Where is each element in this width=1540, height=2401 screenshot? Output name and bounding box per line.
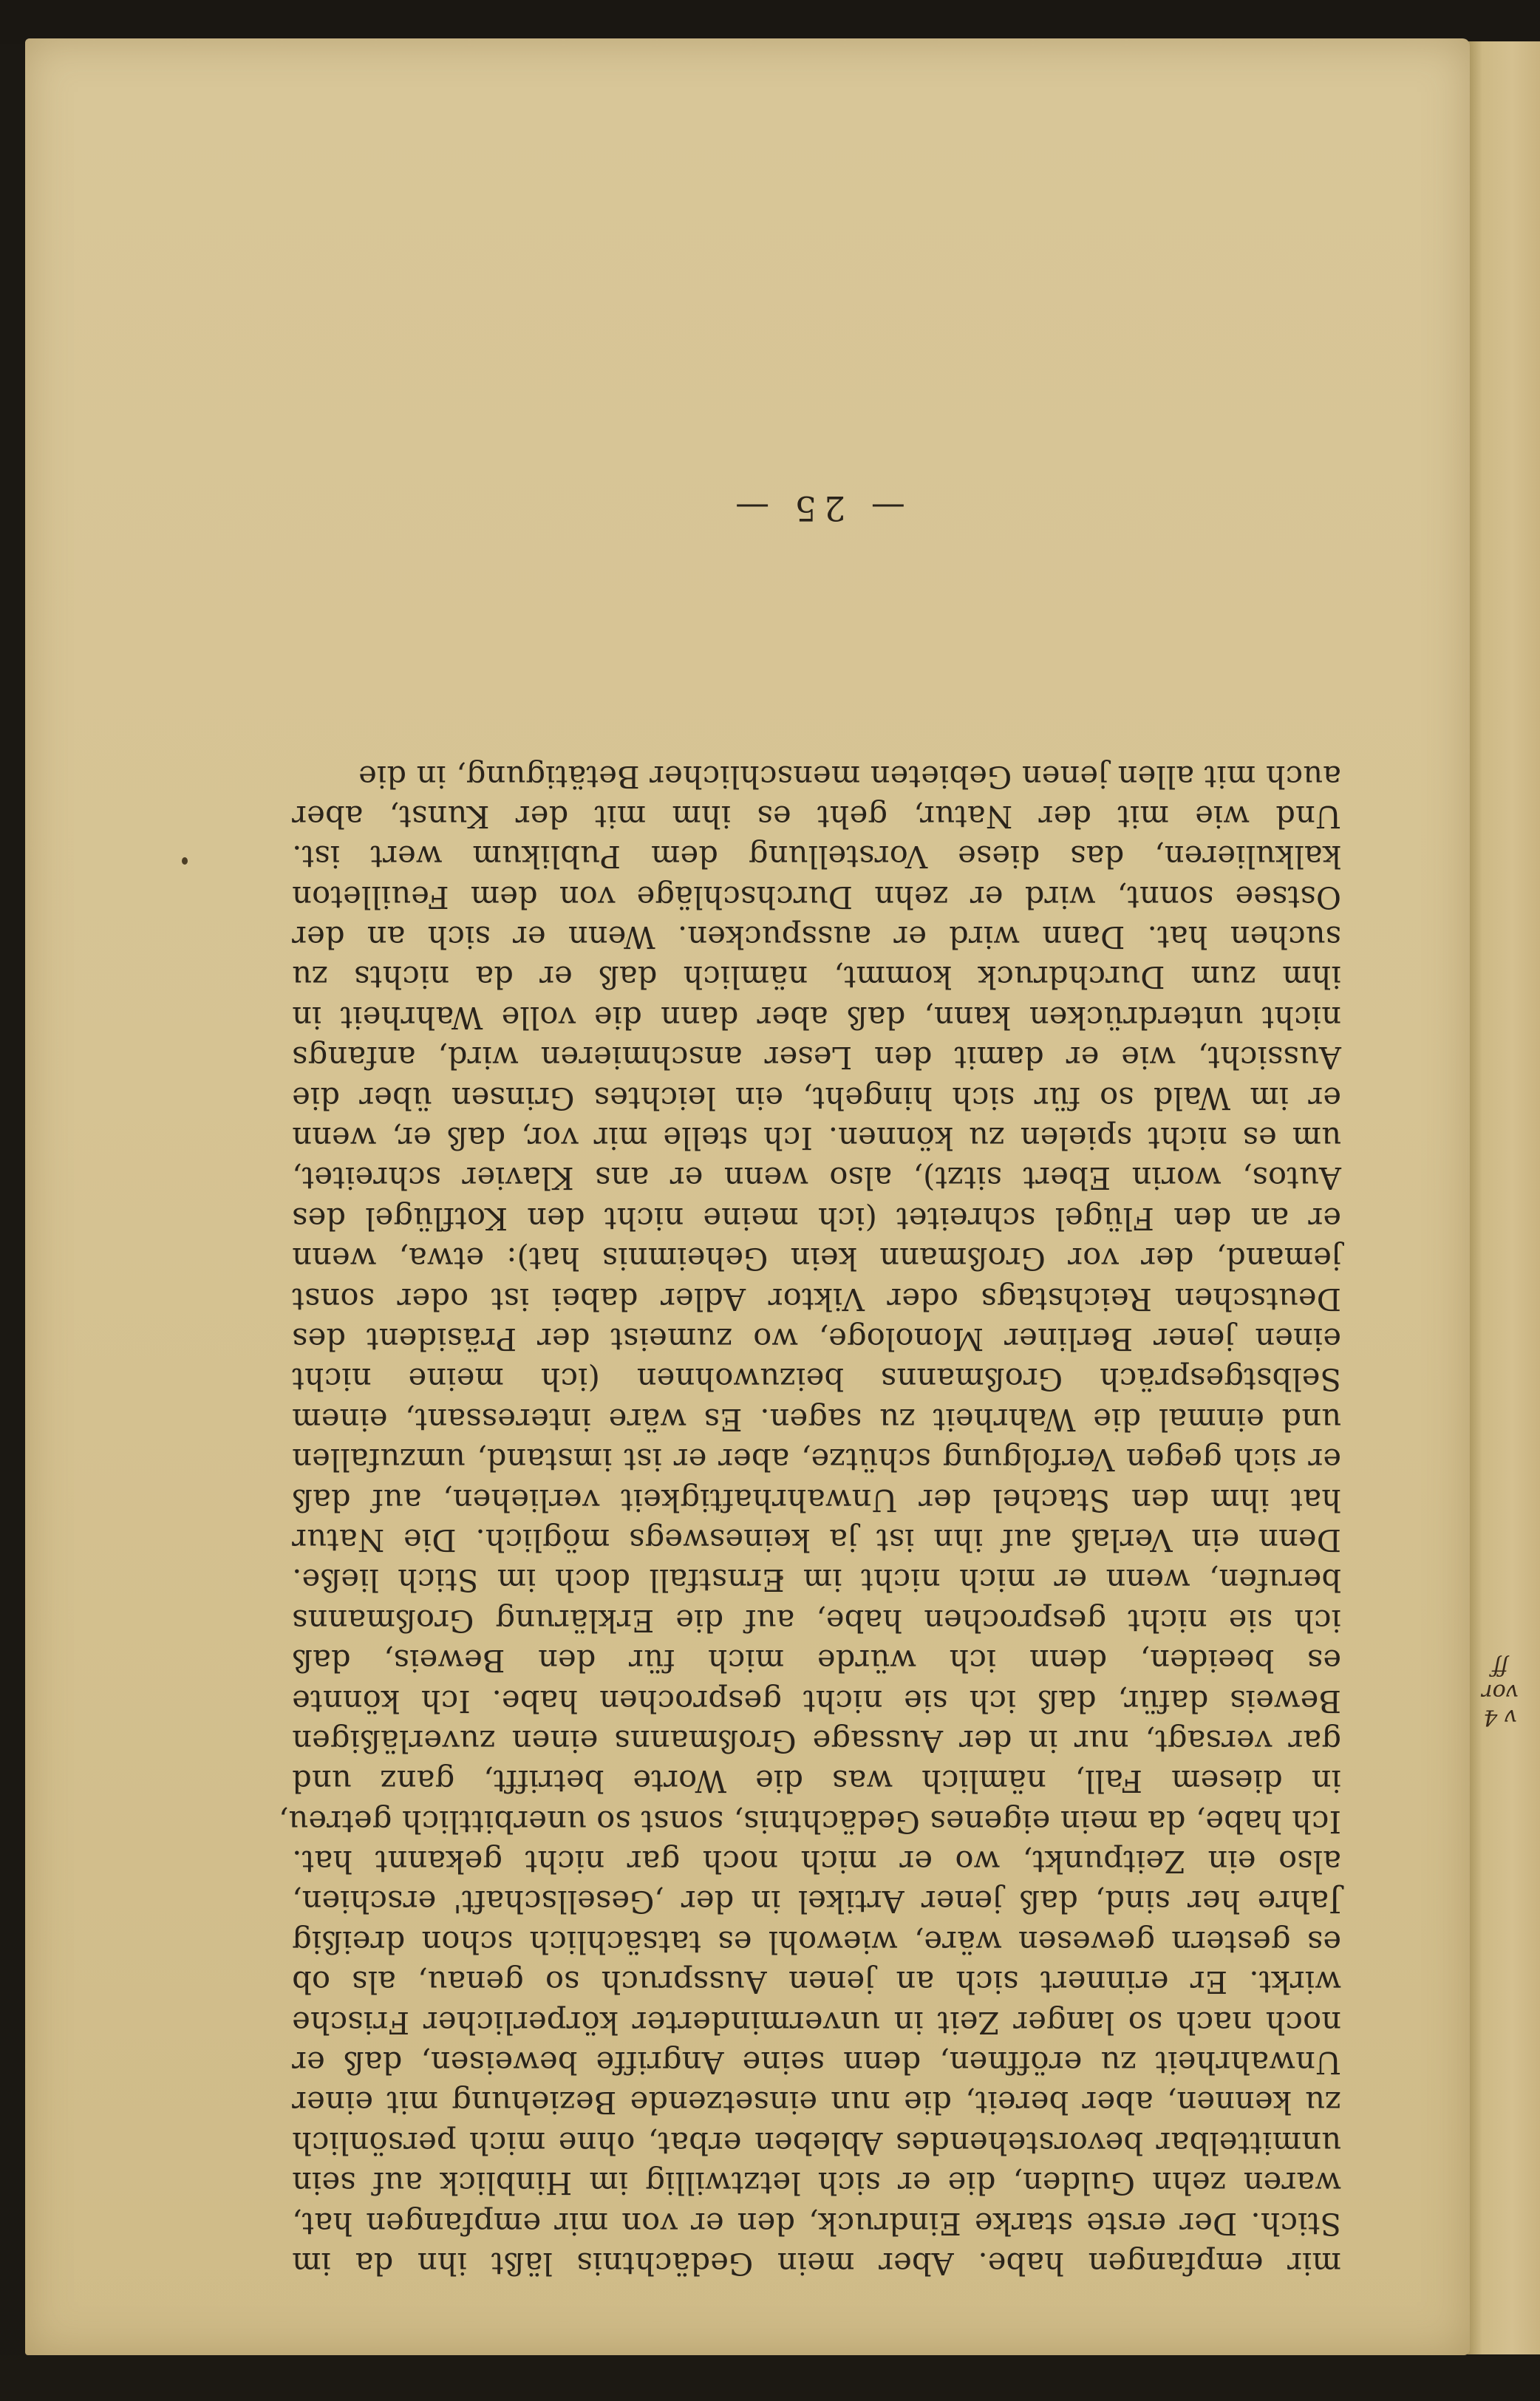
text-line: nicht unterdrücken kann, daß aber dann die volle Wahrheit in — [292, 999, 1341, 1036]
text-line: mir empfangen habe. Aber mein Gedächtnis läßt ihn da im — [292, 2246, 1341, 2282]
page-text-upside-down — [278, 436, 1341, 2283]
text-line: ich sie nicht gesprochen habe, auf die Erklärung Großmanns — [292, 1602, 1341, 1639]
text-line: hat ihm den Stachel der Unwahrhaftigkeit verliehen, auf daß — [292, 1482, 1341, 1519]
margin-note-line: ff — [1492, 1654, 1508, 1680]
text-line: er an den Flügel schreitet (ich meine nicht den Kotflügel des — [292, 1200, 1341, 1237]
text-line: Deutschen Reichstags oder Viktor Adler dabei ist oder sonst — [292, 1281, 1341, 1318]
body-text — [278, 756, 1341, 2283]
text-line: Unwahrheit zu eröffnen, denn seine Angriffe beweisen, daß er — [292, 2045, 1341, 2082]
text-line: es beeiden, denn ich würde mich für den Beweis, daß — [292, 1643, 1341, 1680]
text-line: berufen, wenn er mich nicht im Ernstfall doch im Stich ließe. — [292, 1562, 1341, 1599]
text-line: waren zehn Gulden, die er sich letztwillig im Hinblick auf sein — [292, 2165, 1341, 2202]
text-line: einen jener Berliner Monologe, wo zumeist der Präsident des — [292, 1321, 1341, 1358]
text-line: Aussicht, wie er damit den Leser anschmieren wird, anfangs — [292, 1040, 1341, 1077]
text-line: er sich gegen Verfolgung schütze, aber er ist imstand, umzufallen — [292, 1442, 1341, 1479]
text-line: noch nach so langer Zeit in unverminderter körperlicher Frische — [292, 2004, 1341, 2041]
handwritten-margin-note — [1474, 1618, 1526, 1729]
text-line: jemand, der vor Großmann kein Geheimnis hat): etwa, wenn — [292, 1241, 1341, 1278]
text-line: Und wie mit der Natur, geht es ihm mit der Kunst, aber — [292, 798, 1341, 835]
text-line: zu kennen, aber bereit, die nun einsetzende Beziehung mit einer — [292, 2085, 1341, 2122]
text-line: Beweis dafür, daß ich sie nicht gesprochen habe. Ich könnte — [292, 1683, 1341, 1720]
margin-note-line: v 4 — [1483, 1704, 1517, 1730]
text-line: Selbstgespräch Großmanns beizuwohnen (ich meine nicht — [292, 1361, 1341, 1398]
text-line: Autos, worin Ebert sitzt), also wenn er ans Klavier schreitet, — [292, 1160, 1341, 1197]
text-line: Jahre her sind, daß jener Artikel in der ‚Gesellschaft' erschien, — [292, 1884, 1341, 1921]
text-line: es gestern gewesen wäre, wiewohl es tatsächlich schon dreißig — [292, 1924, 1341, 1961]
text-line: um es nicht spielen zu können. Ich stelle mir vor, daß er, wenn — [292, 1120, 1341, 1157]
text-line: Ostsee sonnt, wird er zehn Durchschläge von dem Feuilleton — [292, 879, 1341, 916]
adjacent-page-edge — [1465, 41, 1540, 2354]
text-line: Stich. Der erste starke Eindruck, den er von mir empfangen hat, — [292, 2205, 1341, 2242]
text-line: Ich habe, da mein eigenes Gedächtnis, sonst so unerbittlich getreu, — [278, 1803, 1341, 1840]
text-line: ihm zum Durchdruck kommt, nämlich daß er da nichts zu — [292, 959, 1341, 996]
text-line: gar versagt, nur in der Aussage Großmanns einen zuverläßigen — [292, 1723, 1341, 1760]
text-line: Denn ein Verlaß auf ihn ist ja keineswegs möglich. Die Natur — [292, 1522, 1341, 1559]
text-line: auch mit allen jenen Gebieten menschlicher Betätigung, in die — [358, 758, 1341, 795]
text-line: und einmal die Wahrheit zu sagen. Es wäre interessant, einem — [292, 1401, 1341, 1438]
text-line: wirkt. Er erinnert sich an jenen Ausspruch so genau, als ob — [292, 1964, 1341, 2001]
page-number: — 25 — — [728, 488, 905, 528]
text-line: er im Wald so für sich hingeht, ein leichtes Grinsen über die — [292, 1080, 1341, 1117]
scan-background-bottom — [0, 2355, 1540, 2401]
text-line: in diesem Fall, nämlich was die Worte betrifft, ganz und — [292, 1763, 1341, 1800]
margin-note-line: vor — [1482, 1679, 1519, 1705]
text-line: unmittelbar bevorstehendes Ableben erbat, ohne mich persönlich — [292, 2125, 1341, 2162]
text-line: suchen hat. Dann wird er ausspucken. Wenn er sich an der — [292, 919, 1341, 956]
scan-background-top — [0, 0, 1540, 44]
text-line: kalkulieren, das diese Vorstellung dem Publikum wert ist. — [292, 839, 1341, 876]
text-line: also ein Zeitpunkt, wo er mich noch gar nicht gekannt hat. — [292, 1844, 1341, 1881]
paper-speck — [182, 857, 188, 865]
